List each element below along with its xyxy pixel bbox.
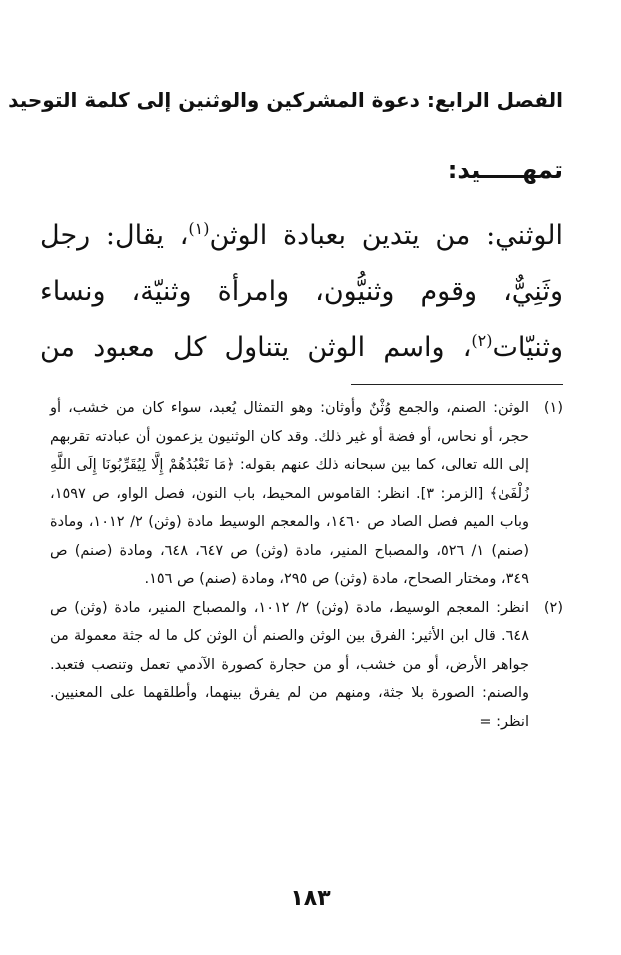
footnote-number: (١)	[543, 400, 563, 416]
footnote-text: الوثن: الصنم، والجمع وُثْنٌ وأوثان: وهو التمثال يُعبد، سواء كان من خشب، أو حجر، أو نحاس، أو فضة أو غير ذلك. وقد كان الوثنيون يزعمون أن عبادته تقربهم إلى الله تعالى، كما بين سبحانه ذلك عنهم بقوله: ﴿مَا نَعْبُدُهُمْ إِلَّا لِيُقَرِّبُونَا إِلَى اللَّهِ زُلْفَىٰ﴾ [الزمر: ٣]. انظر: القاموس المحيط، باب النون، فصل الواو، ص ١٥٩٧، وباب الميم فصل الصاد ص ١٤٦٠، والمعجم الوسيط مادة (وثن) ٢/ ١٠١٢، ومادة (صنم) ١/ ٥٢٦، والمصباح المنير، مادة (وثن) ص ٦٤٧، ٦٤٨، ومادة (صنم) ص ٣٤٩، ومختار الصحاح، مادة (وثن) ص ٢٩٥، ومادة (صنم) ص ١٥٦.	[50, 400, 530, 587]
footnotes	[50, 394, 563, 736]
body-text-part: الوثني: من يتدين بعبادة الوثن	[209, 220, 564, 251]
footnote	[50, 594, 563, 737]
page-number: ١٨٣	[290, 886, 331, 911]
body-text-part: ، واسم الوثن يتناول كل معبود من	[40, 332, 472, 363]
footnote-ref: (٢)	[471, 331, 493, 350]
footnote-text: انظر: المعجم الوسيط، مادة (وثن) ٢/ ١٠١٢، والمصباح المنير، مادة (وثن) ص ٦٤٨. قال ابن الأثير: الفرق بين الوثن والصنم أن الوثن كل ما له جثة معمولة من جواهر الأرض، أو من خشب، أو من حجارة كصورة الآدمي تعمل وتنصب فتعبد. والصنم: الصورة بلا جثة، ومنهم من لم يفرق بينهما، وأطلقهما على المعنيين. انظر: =	[50, 599, 529, 730]
body-text-part: ، يقال: رجل وثَنِيٌّ، وقوم وثنيُّون، وامرأة وثنيّة، ونساء وثنيّات	[40, 220, 563, 363]
chapter-title: الفصل الرابع: دعوة المشركين والوثنين إلى كلمة التوحيد	[8, 88, 563, 112]
footnote-separator	[351, 384, 563, 385]
footnote-ref: (١)	[188, 219, 210, 238]
footnote	[50, 394, 563, 594]
footnote-number: (٢)	[543, 599, 563, 616]
body-paragraph	[40, 208, 563, 376]
intro-heading: تمهـــــيد:	[447, 156, 563, 184]
